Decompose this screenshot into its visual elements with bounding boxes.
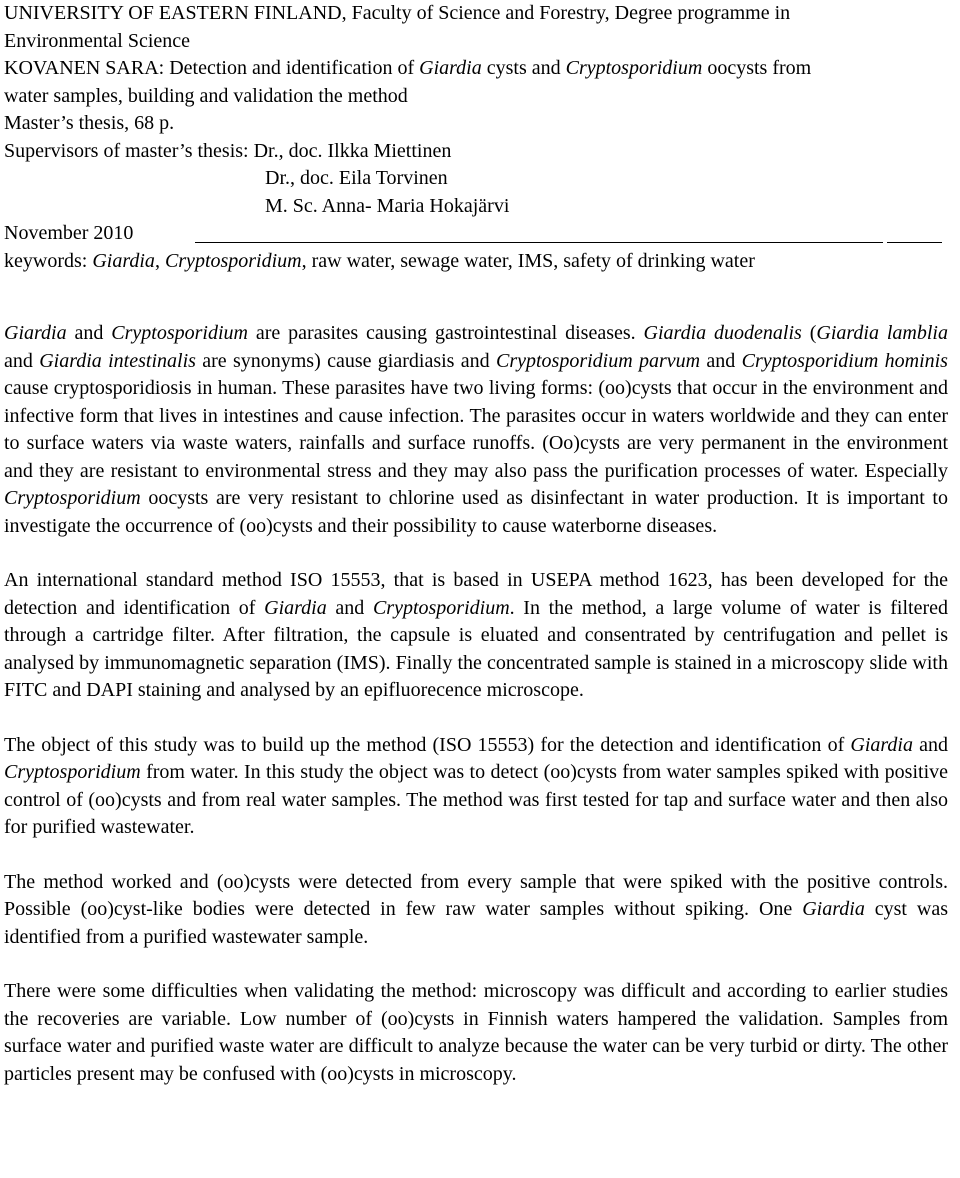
text-run: (: [801, 322, 817, 344]
italic-term: Giardia: [4, 322, 67, 344]
thesis-date: November 2010: [4, 222, 134, 244]
italic-term: Cryptosporidium parvum: [495, 349, 701, 372]
italic-term: Giardia lamblia: [816, 322, 948, 344]
italic-term: Cryptosporidium hominis: [741, 349, 948, 372]
supervisor-name: M. Sc. Anna- Maria Hokajärvi: [265, 194, 510, 217]
thesis-title-line: KOVANEN SARA: Detection and identification of Giardia cysts and Cryptosporidium oocysts from: [4, 57, 812, 79]
italic-term: Cryptosporidium: [4, 487, 141, 509]
text-run: and: [700, 349, 742, 372]
thesis-title-line-2: water samples, building and validation the method: [4, 84, 408, 107]
affiliation-line: UNIVERSITY OF EASTERN FINLAND, Faculty of Science and Forestry, Degree programme in: [4, 2, 791, 24]
supervisor-name: Dr., doc. Ilkka Miettinen: [253, 139, 452, 162]
abstract-paragraph: [4, 732, 948, 842]
text-run: . In the method, a large volume of water is filtered through a cartridge filter. After filtration, the capsule is eluated and consentrated by centrifugation and pellet is analysed by immunomagnetic separation (IMS). Finally the concentrated sample is stained in a microscopy slide with FITC and DAPI staining and analysed by an epifluorecence microscope.: [4, 596, 948, 701]
text-run: cause cryptosporidiosis in human. These parasites have two living forms: (oo)cysts that occur in the environment and infective form that lives in intestines and cause infection. The parasites occur in waters worldwide and they can enter to surface waters via waste waters, rainfalls and surface runoffs. (Oo)cysts are very permanent in the environment and they are resistant to environmental stress and they may also pass the purification processes of water. Especially: [4, 377, 948, 482]
text-run: and: [326, 596, 373, 619]
supervisor-line: [4, 138, 948, 166]
italic-term: Giardia intestinalis: [39, 349, 196, 372]
supervisors-block: [4, 138, 948, 221]
keywords-line: keywords: Giardia, Cryptosporidium, raw water, sewage water, IMS, safety of drinking water: [4, 249, 755, 272]
spacer: [4, 951, 948, 978]
abstract-paragraph: [4, 320, 948, 540]
text-run: The method worked and (oo)cysts were detected from every sample that were spiked with the positive controls. Possible (oo)cyst-like bodies were detected in few raw water samples without spiking. One: [4, 870, 948, 920]
text-run: oocysts are very resistant to chlorine used as disinfectant in water production. It is important to investigate the occurrence of (oo)cysts and their possibility to cause waterborne diseases.: [4, 487, 948, 537]
divider-rule-end: [887, 242, 942, 243]
text-run: cyst was identified from a purified wastewater sample.: [4, 898, 948, 948]
divider-rule: [195, 242, 883, 243]
abstract-paragraph: [4, 978, 948, 1088]
text-run: and: [66, 322, 112, 344]
text-run: from water. In this study the object was to detect (oo)cysts from water samples spiked with positive control of (oo)cysts and from real water samples. The method was first tested for tap and surface water and then also for purified wastewater.: [4, 761, 948, 838]
text-run: An international standard method ISO 15553, that is based in USEPA method 1623, has been developed for the detection and identification of: [4, 569, 948, 619]
italic-term: Cryptosporidium: [4, 761, 141, 783]
text-run: and: [912, 733, 948, 756]
abstract-paragraph: [4, 869, 948, 952]
italic-term: Cryptosporidium: [111, 322, 248, 344]
italic-term: Giardia: [850, 733, 913, 756]
date-line: [4, 220, 948, 248]
supervisor-name: Dr., doc. Eila Torvinen: [265, 167, 448, 189]
italic-term: Giardia duodenalis: [643, 322, 802, 344]
thesis-info: Master’s thesis, 68 p.: [4, 112, 175, 134]
italic-term: Giardia: [264, 596, 327, 619]
text-run: are parasites causing gastrointestinal diseases.: [247, 322, 644, 344]
text-run: There were some difficulties when validating the method: microscopy was difficult and according to earlier studies the recoveries are variable. Low number of (oo)cysts in Finnish waters hampered the validation. Samples from surface water and purified waste water are difficult to analyze because the water can be very turbid or dirty. The other particles present may be confused with (oo)cysts in microscopy.: [4, 980, 948, 1085]
spacer: [4, 842, 948, 869]
text-run: are synonyms) cause giardiasis and: [195, 349, 496, 372]
abstract-paragraph: [4, 567, 948, 705]
author-name: KOVANEN SARA: [4, 57, 159, 79]
text-run: The object of this study was to build up the method (ISO 15553) for the detection and identification of: [4, 733, 851, 756]
italic-term: Giardia: [802, 898, 865, 920]
supervisors-label: Supervisors of master’s thesis:: [4, 139, 254, 162]
spacer: [4, 540, 948, 567]
spacer: [4, 705, 948, 732]
spacer: [4, 275, 948, 320]
affiliation-line-2: Environmental Science: [4, 29, 191, 52]
italic-term: Cryptosporidium: [372, 596, 510, 619]
text-run: and: [4, 349, 40, 372]
header-block: [4, 0, 948, 275]
keywords-label: keywords:: [4, 249, 93, 272]
